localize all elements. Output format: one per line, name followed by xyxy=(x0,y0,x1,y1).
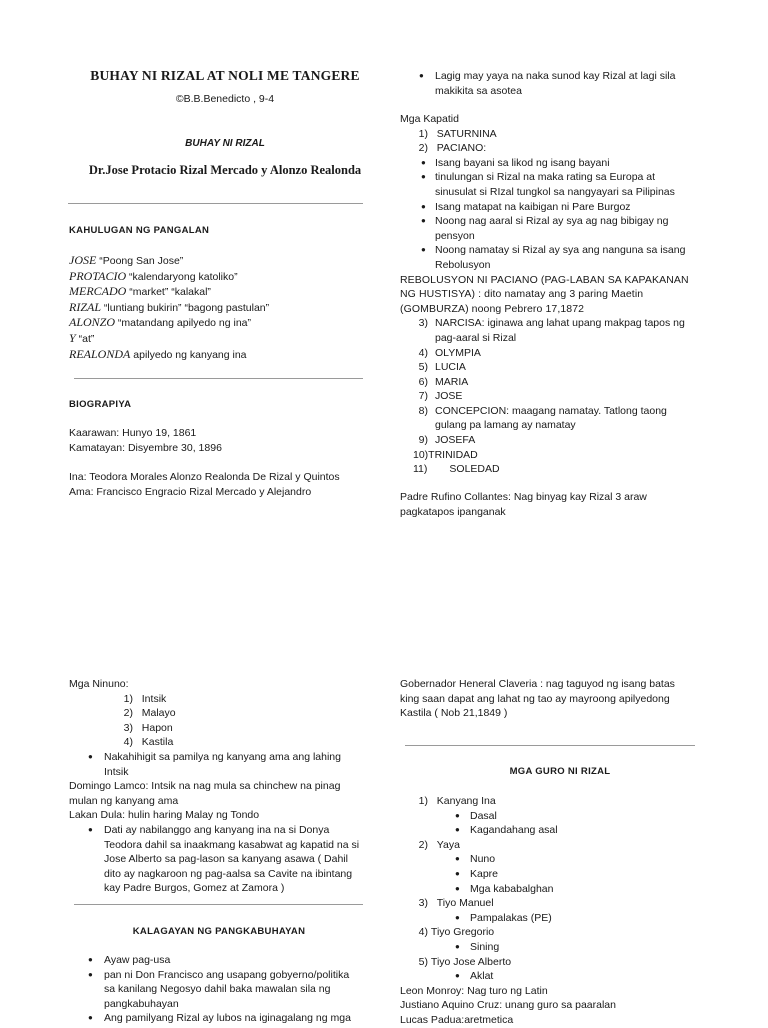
list-item: ● Aklat xyxy=(455,970,494,983)
list-item: ● Ayaw pag-usa xyxy=(88,954,171,966)
name-meaning-item: JOSE “Poong San Jose” xyxy=(69,253,184,267)
padre-rufino: Padre Rufino Collantes: Nag binyag kay Rizal 3 araw pagkatapos ipanganak xyxy=(400,491,647,518)
sibling-item: 3) NARCISA: iginawa ang lahat upang makpag tapos ng pag-aaral si Rizal xyxy=(418,317,685,344)
parents-block xyxy=(69,470,340,499)
right-column xyxy=(400,0,768,1024)
list-item: ● Kapre xyxy=(455,867,499,880)
name-meaning-item: RIZAL “luntiang bukirin” “bagong pastulan” xyxy=(69,299,270,314)
guro-item: 5) Tiyo Jose Alberto xyxy=(418,955,512,968)
list-item: ● Nakahihigit sa pamilya ng kanyang ama ang lahing Intsik xyxy=(88,750,341,778)
sibling-item: 11) SOLEDAD xyxy=(413,463,500,476)
sibling-item: 7) JOSE xyxy=(418,390,463,403)
guro-extra: Lucas Padua:aretmetica xyxy=(400,1013,514,1026)
sibling-item: 8) CONCEPCION: maagang namatay. Tatlong taong gulang pa lamang ay namatay xyxy=(418,404,667,432)
kapatid-section xyxy=(400,112,760,477)
guro-list xyxy=(400,794,616,1028)
guro-item: 2) Yaya xyxy=(418,838,460,851)
divider xyxy=(74,378,363,379)
guro-item: 1) Kanyang Ina xyxy=(418,795,496,807)
guro-heading: MGA GURO NI RIZAL xyxy=(509,766,611,777)
mother: Ina: Teodora Morales Alonzo Realonda De Rizal y Quintos xyxy=(69,471,340,483)
full-name: Dr.Jose Protacio Rizal Mercado y Alonzo Realonda xyxy=(88,163,362,177)
sibling-item: 9) JOSEFA xyxy=(418,434,476,447)
kalagayan-heading: KALAGAYAN NG PANGKABUHAYAN xyxy=(132,926,306,937)
list-item: ● Mga kababalghan xyxy=(455,882,554,895)
list-item: ● Ang pamilyang Rizal ay lubos na iginagalang ng mga xyxy=(88,1012,351,1025)
sibling-item: 1) SATURNINA xyxy=(418,127,497,140)
list-item: ● Lagig may yaya na naka sunod kay Rizal at lagi sila makikita sa asotea xyxy=(419,70,676,97)
father: Ama: Francisco Engracio Rizal Mercado y Alejandro xyxy=(69,485,312,498)
section-subtitle: BUHAY NI RIZAL xyxy=(185,138,265,149)
divider xyxy=(68,203,363,204)
list-item: ● Dati ay nabilanggo ang kanyang ina na si Donya Teodora dahil sa inaakmang kasabwat ag kapatid na si Jose Alberto sa pag-lason sa kanyang asawa ( Dahil dito ay nagkaroon ng pag-aalsa sa Cavite na ibintang kay Padre Burgos, Gomez at Zamora ) xyxy=(88,823,360,895)
death-date: Kamatayan: Disyembre 30, 1896 xyxy=(69,441,222,454)
list-item: ● Kagandahang asal xyxy=(455,824,558,837)
kahulugan-heading: KAHULUGAN NG PANGALAN xyxy=(69,225,210,236)
sibling-item: 10)TRINIDAD xyxy=(413,448,478,461)
list-item: ● Nuno xyxy=(455,853,496,866)
name-meaning-item: Y “at” xyxy=(69,330,95,345)
list-item: ● Noong namatay si Rizal ay sya ang nanguna sa isang Rebolusyon xyxy=(421,244,686,271)
name-meaning-item: ALONZO “matandang apilyedo ng ina” xyxy=(69,315,252,330)
ninuno-label: Mga Ninuno: xyxy=(69,678,129,690)
gobernador-claveria: Gobernador Heneral Claveria : nag taguyod ng isang batas king saan dapat ang lahat ng tao ay mayroong apilyedong Kastila ( Nob 21,1849 ) xyxy=(400,678,675,720)
sibling-item: 6) MARIA xyxy=(418,375,469,388)
list-item: ● Dasal xyxy=(455,809,497,822)
ninuno-item: 2) Malayo xyxy=(123,707,176,720)
sibling-item: 5) LUCIA xyxy=(418,361,466,374)
birth-death-block xyxy=(69,426,222,455)
byline: ©B.B.Benedicto , 9-4 xyxy=(175,93,275,105)
ninuno-item: 4) Kastila xyxy=(123,736,174,749)
list-item: ● Noong nag aaral si Rizal ay sya ag nag bibigay ng pensyon xyxy=(421,215,669,242)
divider xyxy=(405,745,695,746)
yaya-note xyxy=(400,69,675,98)
list-item: ● tinulungan si Rizal na maka rating sa Europa at sinusulat si RIzal tungkol sa nangyayari sa Pilipinas xyxy=(421,171,675,198)
name-meaning-list xyxy=(69,253,269,362)
list-item: ● Sining xyxy=(455,940,500,953)
biograpiya-heading: BIOGRAPIYA xyxy=(69,399,132,410)
domingo-lamco: Domingo Lamco: Intsik na nag mula sa chinchew na pinag mulan ng kanyang ama xyxy=(69,780,341,807)
lakan-dula: Lakan Dula: hulin haring Malay ng Tondo xyxy=(69,809,260,822)
guro-item: 4) Tiyo Gregorio xyxy=(418,926,495,939)
name-meaning-item: PROTACIO “kalendaryong katoliko” xyxy=(69,268,238,283)
kapatid-label: Mga Kapatid xyxy=(400,113,459,125)
name-meaning-item: MERCADO “market” “kalakal” xyxy=(69,284,211,299)
ninuno-item: 1) Intsik xyxy=(123,692,167,705)
list-item: ● Isang matapat na kaibigan ni Pare Burgoz xyxy=(421,200,631,213)
birthday: Kaarawan: Hunyo 19, 1861 xyxy=(69,427,197,439)
guro-item: 3) Tiyo Manuel xyxy=(418,897,494,910)
ninuno-item: 3) Hapon xyxy=(123,721,173,734)
guro-extra: Leon Monroy: Nag turo ng Latin xyxy=(400,984,548,997)
kalagayan-list xyxy=(69,953,389,1026)
sibling-item: 2) PACIANO: xyxy=(418,142,487,155)
ninuno-section xyxy=(69,677,389,896)
list-item: ● pan ni Don Francisco ang usapang gobyerno/politika sa kanilang Negosyo dahil baka mawalan sila ng pangkabuhayan xyxy=(88,968,350,1010)
rebolusyon-note: REBOLUSYON NI PACIANO (PAG-LABAN SA KAPAKANAN NG HUSTISYA) : dito namatay ang 3 paring Maetin (GOMBURZA) noong Pebrero 17,1872 xyxy=(400,273,689,315)
list-item: ● Isang bayani sa likod ng isang bayani xyxy=(421,156,610,169)
divider xyxy=(74,904,363,905)
sibling-item: 4) OLYMPIA xyxy=(418,346,481,359)
name-meaning-item: REALONDA apilyedo ng kanyang ina xyxy=(69,346,247,361)
list-item: ● Pampalakas (PE) xyxy=(455,911,552,924)
document-title: BUHAY NI RIZAL AT NOLI ME TANGERE xyxy=(90,68,360,83)
guro-extra: Justiano Aquino Cruz: unang guro sa paaralan xyxy=(400,999,616,1012)
